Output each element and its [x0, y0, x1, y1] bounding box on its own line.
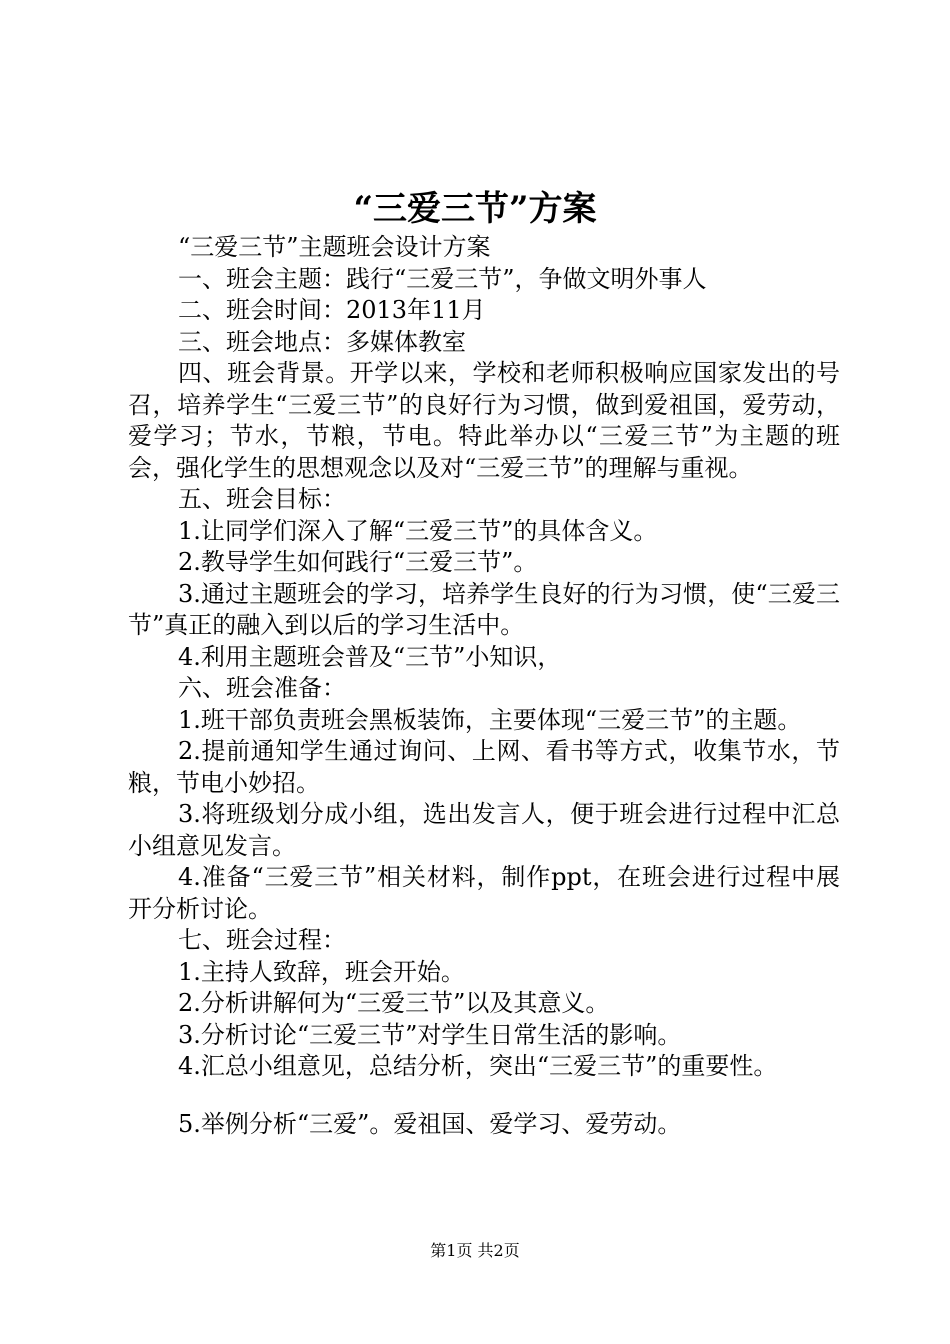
paragraph-process-heading: 七、班会过程：: [178, 926, 346, 954]
paragraph-goal-3: 3.通过主题班会的学习，培养学生良好的行为习惯，使“三爱三节”真正的融入到以后的学习生活中。: [128, 579, 840, 639]
paragraph-goal-4: 4.利用主题班会普及“三节”小知识，: [178, 642, 562, 671]
paragraph-goal-1: 1.让同学们深入了解“三爱三节”的具体含义。: [178, 516, 658, 545]
paragraph-prep-heading: 六、班会准备：: [178, 674, 346, 702]
paragraph-prep-1: 1.班干部负责班会黑板装饰，主要体现“三爱三节”的主题。: [178, 705, 802, 734]
paragraph-goals-heading: 五、班会目标：: [178, 485, 346, 513]
document-title: “三爱三节”方案: [353, 189, 597, 229]
paragraph-time: 二、班会时间：2013年11月: [178, 296, 486, 324]
paragraph-process-2: 2.分析讲解何为“三爱三节”以及其意义。: [178, 989, 610, 1017]
paragraph-process-5: 5.举例分析“三爱”。爱祖国、爱学习、爱劳动。: [178, 1109, 682, 1138]
paragraph-goal-2: 2.教导学生如何践行“三爱三节”。: [178, 548, 538, 576]
paragraph-prep-3: 3.将班级划分成小组，选出发言人，便于班会进行过程中汇总小组意见发言。: [128, 800, 840, 860]
paragraph-prep-4: 4.准备“三爱三节”相关材料，制作ppt，在班会进行过程中展开分析讨论。: [128, 863, 840, 923]
paragraph-prep-2: 2.提前通知学生通过询问、上网、看书等方式，收集节水，节粮，节电小妙招。: [128, 737, 840, 797]
paragraph-process-1: 1.主持人致辞，班会开始。: [178, 957, 465, 986]
paragraph-theme: 一、班会主题：践行“三爱三节”，争做文明外事人: [178, 264, 707, 293]
paragraph-location: 三、班会地点：多媒体教室: [178, 327, 466, 356]
paragraph-process-3: 3.分析讨论“三爱三节”对学生日常生活的影响。: [178, 1020, 682, 1049]
paragraph-background: 四、班会背景。开学以来，学校和老师积极响应国家发出的号召，培养学生“三爱三节”的良好行为习惯，做到爱祖国，爱劳动，爱学习；节水，节粮，节电。特此举办以“三爱三节”为主题的班会，强化学生的思想观念以及对“三爱三节”的理解与重视。: [128, 359, 840, 482]
paragraph-process-4: 4.汇总小组意见，总结分析，突出“三爱三节”的重要性。: [178, 1052, 778, 1080]
page-footer: 第1页 共2页: [430, 1241, 520, 1260]
document-body: [128, 232, 840, 1140]
paragraph-subtitle: “三爱三节”主题班会设计方案: [178, 233, 491, 261]
